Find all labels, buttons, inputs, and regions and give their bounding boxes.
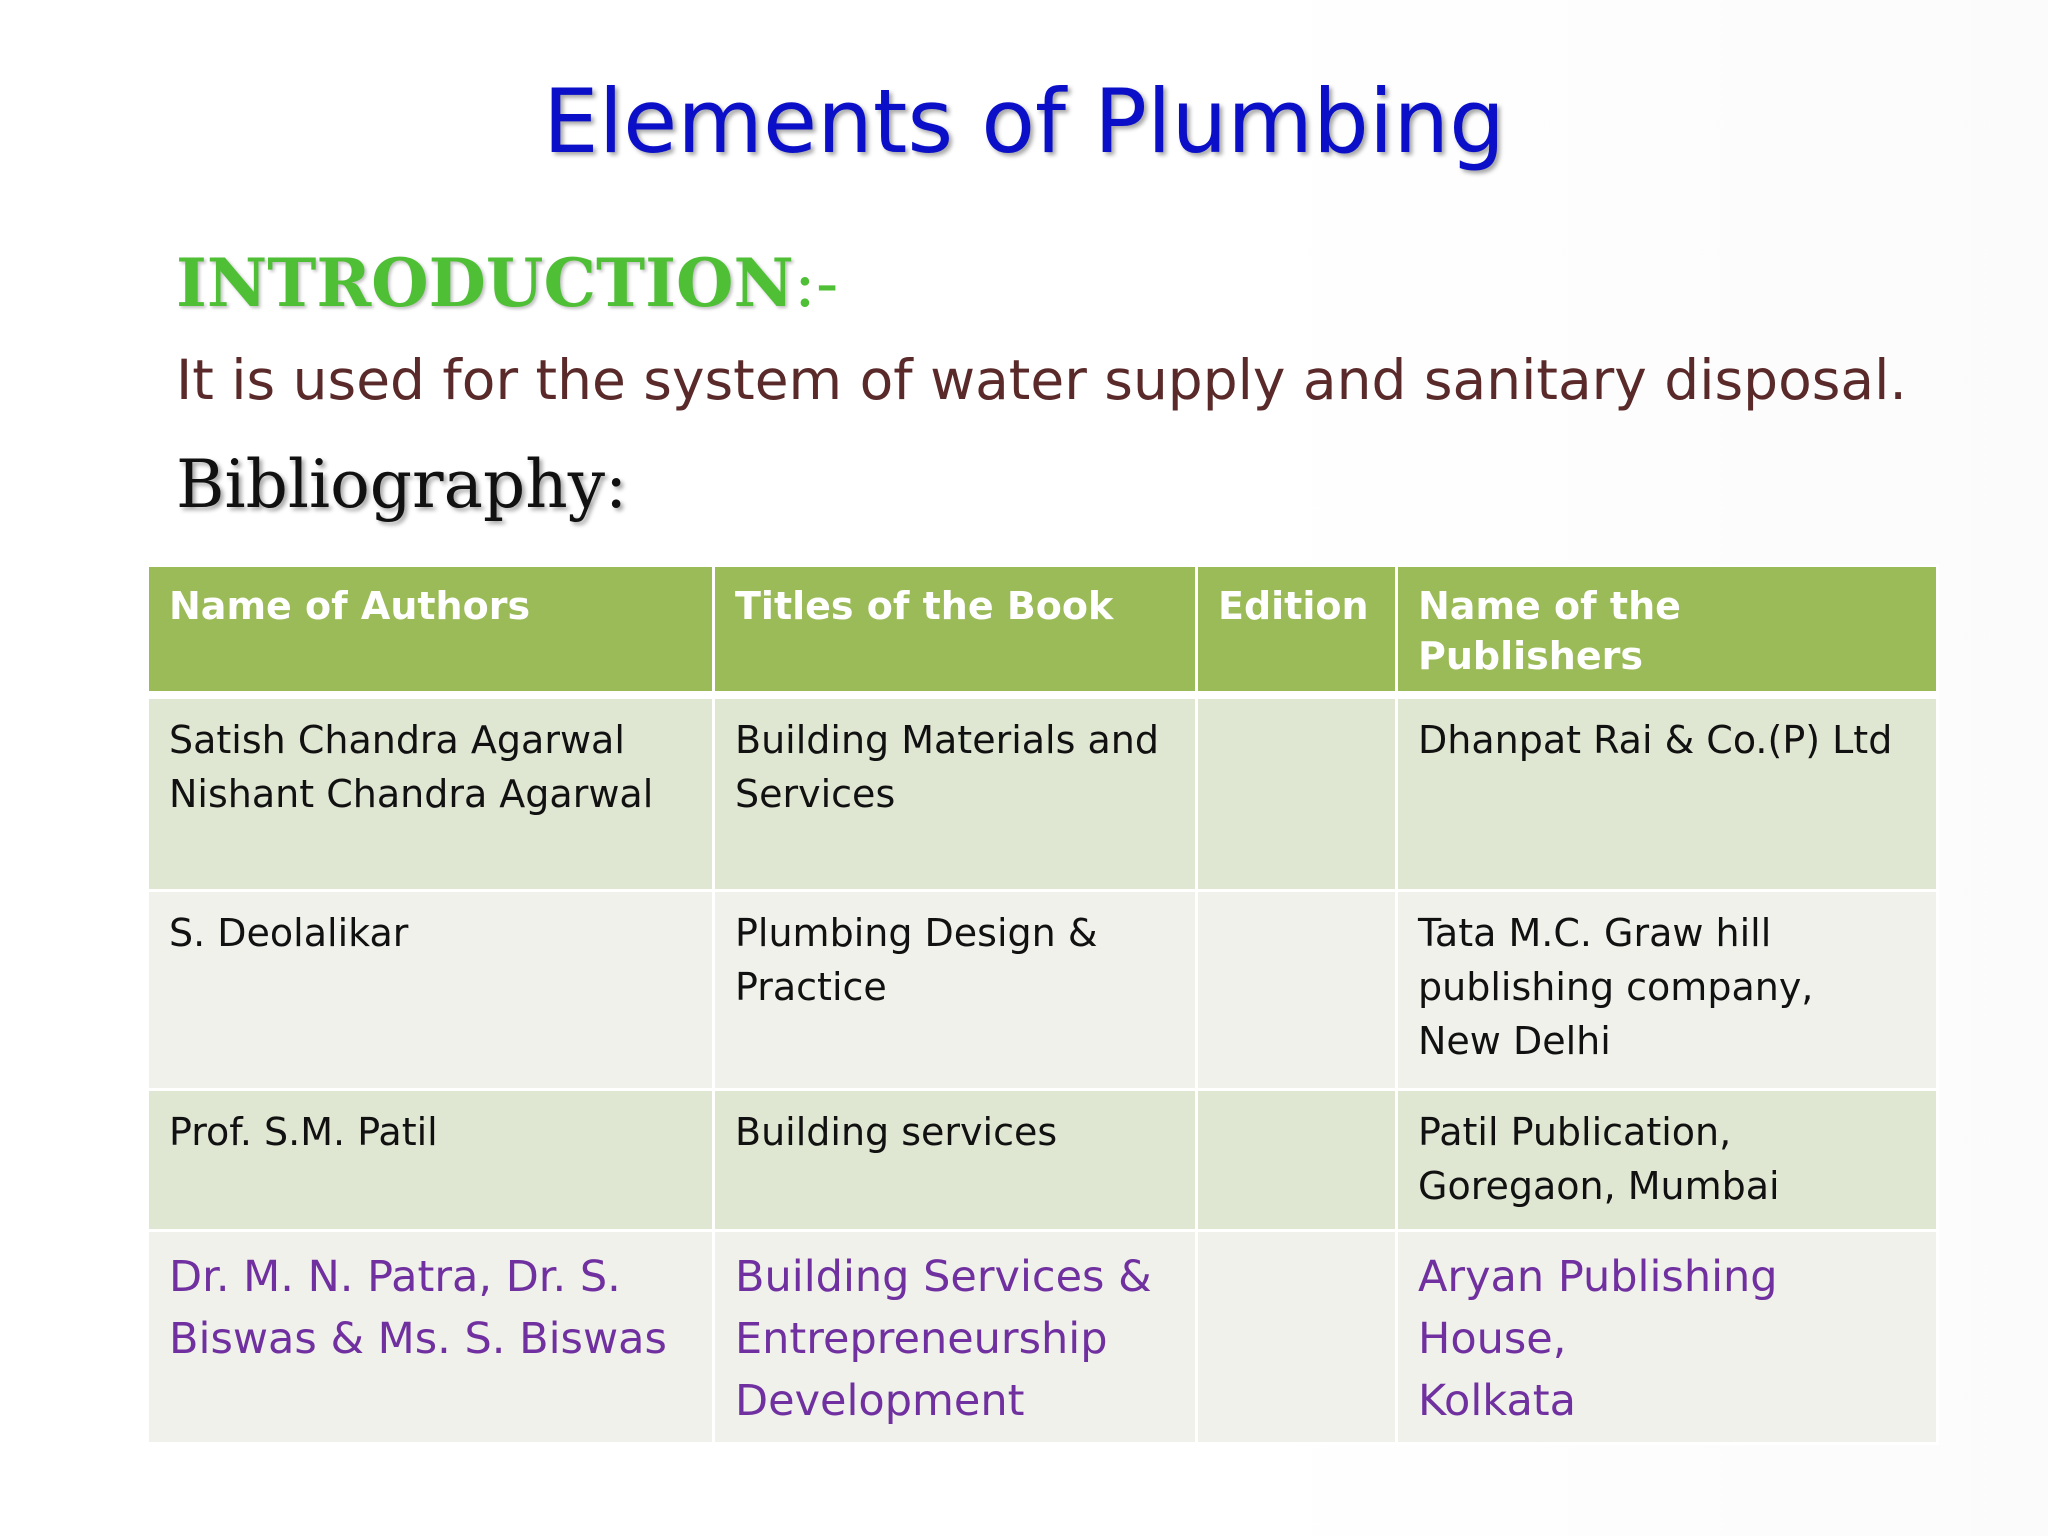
cell-line: Patil Publication, — [1418, 1110, 1732, 1154]
cell-publisher — [1397, 695, 1938, 891]
cell-line: Entrepreneurship — [735, 1314, 1108, 1364]
column-header-publishers: Name of the Publishers — [1397, 566, 1938, 696]
bibliography-heading: Bibliography: — [176, 446, 628, 523]
cell-title — [714, 1231, 1197, 1444]
cell-edition — [1197, 1231, 1397, 1444]
cell-line: Development — [735, 1376, 1025, 1426]
cell-line: Building Materials and — [735, 718, 1159, 762]
cell-publisher — [1397, 891, 1938, 1090]
table-header-row — [148, 566, 1938, 696]
cell-line: publishing company, — [1418, 965, 1814, 1009]
cell-edition — [1197, 891, 1397, 1090]
table-row — [148, 1231, 1938, 1444]
cell-authors — [148, 695, 714, 891]
introduction-text: It is used for the system of water supply and sanitary disposal. — [176, 348, 1907, 412]
cell-authors — [148, 1090, 714, 1231]
cell-line: Services — [735, 772, 896, 816]
column-header-title: Titles of the Book — [714, 566, 1197, 696]
cell-authors — [148, 1231, 714, 1444]
cell-line: Practice — [735, 965, 887, 1009]
cell-title — [714, 891, 1197, 1090]
cell-line: Dr. M. N. Patra, Dr. S. — [169, 1252, 621, 1302]
introduction-heading-text: INTRODUCTION — [176, 244, 794, 322]
cell-publisher — [1397, 1231, 1938, 1444]
column-header-authors: Name of Authors — [148, 566, 714, 696]
cell-line: Satish Chandra Agarwal — [169, 718, 625, 762]
cell-line: Plumbing Design & — [735, 911, 1098, 955]
cell-line: Building services — [735, 1110, 1058, 1154]
table-row — [148, 891, 1938, 1090]
cell-title — [714, 695, 1197, 891]
cell-line: Building Services & — [735, 1252, 1152, 1302]
introduction-heading — [176, 238, 838, 329]
cell-line: Prof. S.M. Patil — [169, 1110, 438, 1154]
column-header-edition: Edition — [1197, 566, 1397, 696]
cell-line: Dhanpat Rai & Co.(P) Ltd — [1418, 718, 1893, 762]
slide-title: Elements of Plumbing — [543, 70, 1505, 173]
introduction-heading-suffix: :- — [793, 245, 839, 322]
cell-line: Nishant Chandra Agarwal — [169, 772, 654, 816]
cell-line: Biswas & Ms. S. Biswas — [169, 1314, 667, 1364]
table-row — [148, 695, 1938, 891]
cell-line: Kolkata — [1418, 1376, 1577, 1426]
cell-edition — [1197, 695, 1397, 891]
cell-title — [714, 1090, 1197, 1231]
cell-line: Aryan Publishing House, — [1418, 1252, 1778, 1364]
table-row — [148, 1090, 1938, 1231]
cell-line: Tata M.C. Graw hill — [1418, 911, 1772, 955]
cell-authors — [148, 891, 714, 1090]
cell-line: Goregaon, Mumbai — [1418, 1164, 1780, 1208]
cell-publisher — [1397, 1090, 1938, 1231]
bibliography-table — [146, 564, 1939, 1445]
cell-edition — [1197, 1090, 1397, 1231]
cell-line: New Delhi — [1418, 1019, 1611, 1063]
cell-line: S. Deolalikar — [169, 911, 409, 955]
